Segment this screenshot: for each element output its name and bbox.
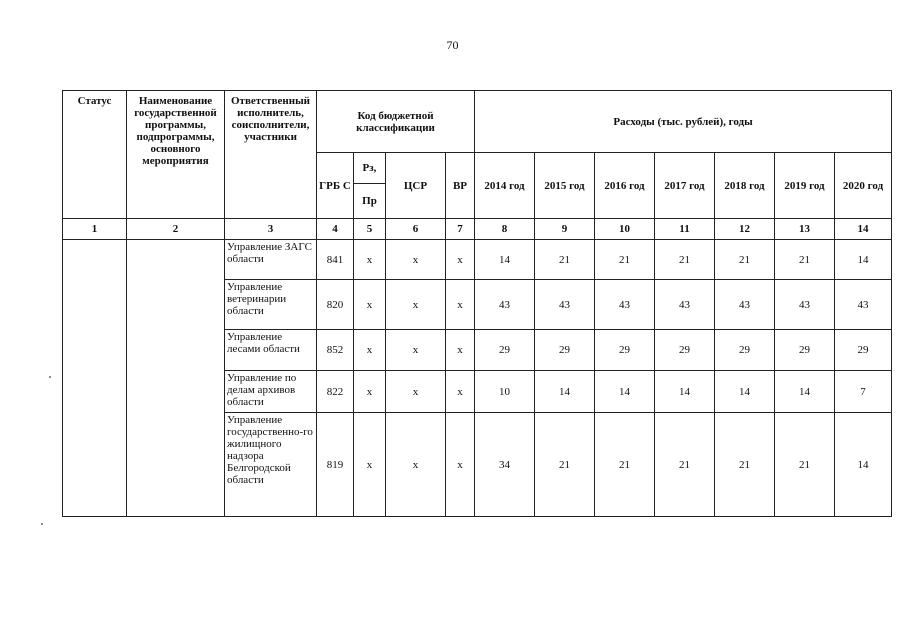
value-cell: 29	[835, 330, 892, 371]
value-cell: 29	[535, 330, 595, 371]
value-cell: 14	[835, 413, 892, 517]
header-year: 2017 год	[655, 153, 715, 219]
value-cell: 21	[715, 413, 775, 517]
value-cell: 43	[715, 280, 775, 330]
rzpr-cell: х	[354, 413, 386, 517]
header-year: 2015 год	[535, 153, 595, 219]
grbs-cell: 852	[317, 330, 354, 371]
column-number: 2	[127, 219, 225, 240]
header-executor: Ответственный исполнитель, соисполнители, участники	[225, 91, 317, 219]
value-cell: 14	[715, 371, 775, 413]
program-name-cell	[127, 240, 225, 517]
header-program-name: Наименование государственной программы, подпрограммы, основного мероприятия	[127, 91, 225, 219]
value-cell: 7	[835, 371, 892, 413]
header-csr: ЦСР	[386, 153, 446, 219]
scan-speck	[49, 376, 51, 378]
value-cell: 43	[655, 280, 715, 330]
csr-cell: х	[386, 413, 446, 517]
executor-cell: Управление ЗАГС области	[225, 240, 317, 280]
vr-cell: х	[446, 280, 475, 330]
budget-table	[62, 90, 892, 517]
value-cell: 43	[835, 280, 892, 330]
value-cell: 21	[535, 240, 595, 280]
column-number: 12	[715, 219, 775, 240]
rzpr-cell: х	[354, 330, 386, 371]
value-cell: 14	[775, 371, 835, 413]
header-rz: Рз,	[354, 153, 386, 184]
value-cell: 21	[715, 240, 775, 280]
header-year: 2020 год	[835, 153, 892, 219]
csr-cell: х	[386, 240, 446, 280]
csr-cell: х	[386, 330, 446, 371]
table-row	[63, 240, 892, 280]
header-pr: Пр	[354, 184, 386, 219]
executor-cell: Управление ветеринарии области	[225, 280, 317, 330]
column-number: 7	[446, 219, 475, 240]
vr-cell: х	[446, 240, 475, 280]
grbs-cell: 820	[317, 280, 354, 330]
header-expenses: Расходы (тыс. рублей), годы	[475, 91, 892, 153]
value-cell: 43	[535, 280, 595, 330]
column-number: 5	[354, 219, 386, 240]
value-cell: 21	[655, 413, 715, 517]
value-cell: 43	[595, 280, 655, 330]
column-number: 9	[535, 219, 595, 240]
header-year: 2016 год	[595, 153, 655, 219]
rzpr-cell: х	[354, 371, 386, 413]
column-number: 1	[63, 219, 127, 240]
column-number: 4	[317, 219, 354, 240]
value-cell: 14	[835, 240, 892, 280]
vr-cell: х	[446, 413, 475, 517]
value-cell: 34	[475, 413, 535, 517]
value-cell: 29	[715, 330, 775, 371]
header-grbs: ГРБ С	[317, 153, 354, 219]
grbs-cell: 822	[317, 371, 354, 413]
column-number: 6	[386, 219, 446, 240]
page-number: 70	[446, 38, 459, 52]
value-cell: 21	[535, 413, 595, 517]
executor-cell: Управление по делам архивов области	[225, 371, 317, 413]
value-cell: 14	[475, 240, 535, 280]
value-cell: 29	[655, 330, 715, 371]
status-cell	[63, 240, 127, 517]
value-cell: 21	[655, 240, 715, 280]
header-vr: ВР	[446, 153, 475, 219]
value-cell: 21	[595, 240, 655, 280]
column-number: 8	[475, 219, 535, 240]
column-number: 14	[835, 219, 892, 240]
grbs-cell: 819	[317, 413, 354, 517]
value-cell: 21	[775, 240, 835, 280]
column-number: 3	[225, 219, 317, 240]
value-cell: 21	[775, 413, 835, 517]
header-year: 2018 год	[715, 153, 775, 219]
executor-cell: Управление лесами области	[225, 330, 317, 371]
column-number: 10	[595, 219, 655, 240]
executor-cell: Управление государственно-го жилищного надзора Белгородской области	[225, 413, 317, 517]
vr-cell: х	[446, 330, 475, 371]
header-year: 2019 год	[775, 153, 835, 219]
value-cell: 14	[595, 371, 655, 413]
grbs-cell: 841	[317, 240, 354, 280]
scan-speck	[41, 523, 43, 525]
rzpr-cell: х	[354, 280, 386, 330]
value-cell: 10	[475, 371, 535, 413]
rzpr-cell: х	[354, 240, 386, 280]
value-cell: 21	[595, 413, 655, 517]
column-number: 11	[655, 219, 715, 240]
header-year: 2014 год	[475, 153, 535, 219]
value-cell: 29	[775, 330, 835, 371]
vr-cell: х	[446, 371, 475, 413]
value-cell: 43	[775, 280, 835, 330]
header-status: Статус	[63, 91, 127, 219]
value-cell: 29	[475, 330, 535, 371]
value-cell: 43	[475, 280, 535, 330]
value-cell: 14	[535, 371, 595, 413]
header-budget-code: Код бюджетной классификации	[317, 91, 475, 153]
value-cell: 29	[595, 330, 655, 371]
csr-cell: х	[386, 371, 446, 413]
csr-cell: х	[386, 280, 446, 330]
column-number: 13	[775, 219, 835, 240]
value-cell: 14	[655, 371, 715, 413]
